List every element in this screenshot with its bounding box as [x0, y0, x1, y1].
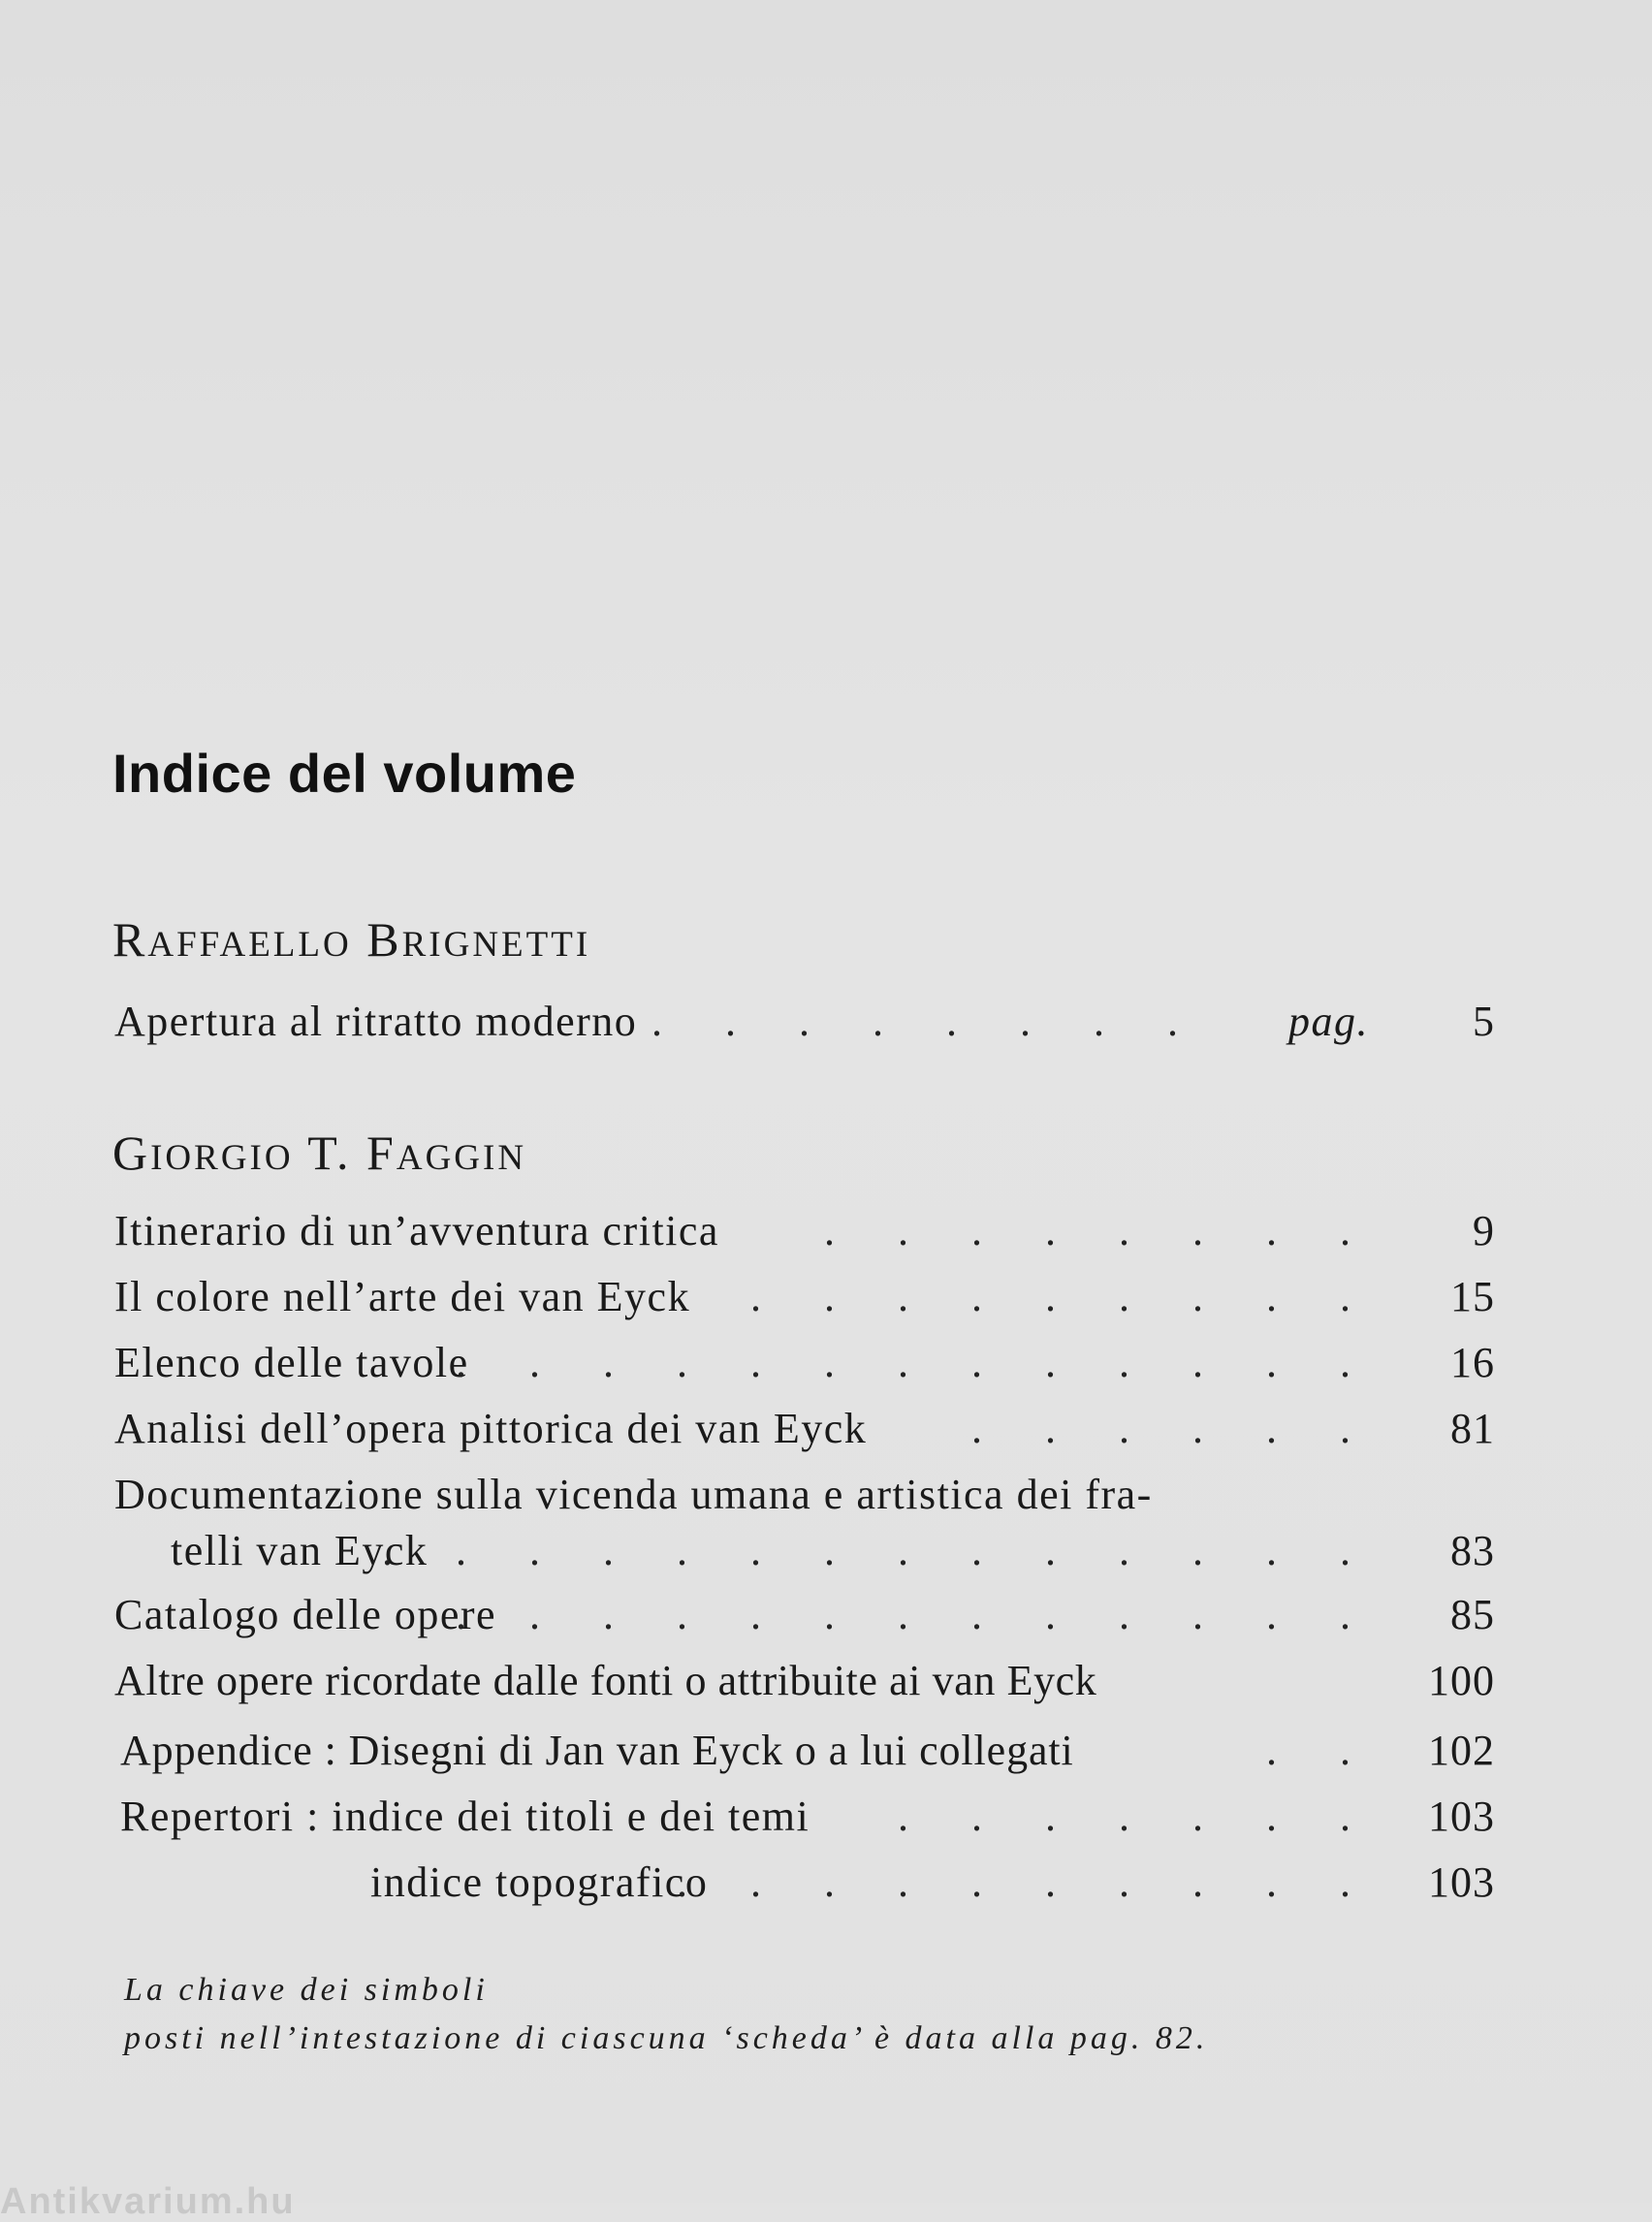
toc-entry-title: Apertura al ritratto moderno: [114, 998, 638, 1045]
toc-entry-title: Il colore nell’arte dei van Eyck: [114, 1273, 691, 1320]
toc-entry-title: Itinerario di un’avventura critica: [114, 1207, 719, 1254]
toc-leader-dots: . .: [1266, 1727, 1377, 1774]
author-name-rest: IORGIO: [150, 1138, 294, 1178]
author-name-rest: AGGIN: [396, 1138, 527, 1178]
author-name: [112, 912, 591, 967]
toc-entry-title: Catalogo delle opere: [114, 1591, 497, 1638]
toc-entry-title: indice topografico: [370, 1858, 709, 1906]
author-initial: T.: [307, 1126, 367, 1180]
toc-leader-dots: . . . . . . . . . . . . .: [456, 1591, 1377, 1638]
toc-entry-title: Documentazione sulla vicenda umana e artistica dei fra-: [114, 1471, 1153, 1518]
toc-page-number: 100: [1428, 1657, 1495, 1704]
toc-entry-title: Elenco delle tavole: [114, 1339, 469, 1386]
toc-page-number: 15: [1450, 1273, 1495, 1320]
toc-entry-title: Repertori : indice dei titoli e dei temi: [120, 1793, 810, 1840]
author-name: [112, 1126, 527, 1180]
toc-page-number: 85: [1450, 1591, 1495, 1638]
author-name-rest: RIGNETTI: [401, 925, 591, 965]
toc-page-number: 103: [1428, 1793, 1495, 1840]
toc-page-number: 9: [1473, 1207, 1495, 1254]
toc-leader-dots: . . . . . . .: [898, 1793, 1377, 1840]
symbols-note-line: La chiave dei simboli: [124, 1972, 489, 2008]
toc-page-label: pag.: [1288, 998, 1369, 1045]
page-title: Indice del volume: [112, 743, 577, 804]
toc-leader-dots: . . . . . . . . . .: [677, 1858, 1377, 1906]
symbols-note-line: posti nell’intestazione di ciascuna ‘scheda’ è data alla pag. 82.: [124, 2020, 1209, 2056]
author-initial: G: [112, 1126, 151, 1180]
toc-leader-dots: . . . . . .: [971, 1405, 1377, 1452]
author-initial: F: [366, 1126, 397, 1180]
toc-leader-dots: . . . . . . . .: [824, 1207, 1377, 1254]
toc-page-number: 5: [1473, 998, 1495, 1045]
watermark: Antikvarium.hu: [0, 2181, 296, 2222]
author-initial: R: [112, 912, 148, 967]
author-name-rest: AFFAELLO: [147, 925, 352, 965]
toc-page-number: 81: [1450, 1405, 1495, 1452]
toc-leader-dots: . . . . . . . .: [651, 998, 1204, 1045]
toc-entry-title: Altre opere ricordate dalle fonti o attribuite ai van Eyck: [114, 1657, 1097, 1704]
toc-page-number: 83: [1450, 1527, 1495, 1574]
toc-entry-title: Appendice : Disegni di Jan van Eyck o a lui collegati: [120, 1727, 1074, 1774]
toc-leader-dots: . . . . . . . . . . . . .: [456, 1339, 1377, 1386]
toc-page-number: 102: [1428, 1727, 1495, 1774]
toc-leader-dots: . . . . . . . . . . . . . .: [382, 1527, 1377, 1574]
toc-leader-dots: . . . . . . . . .: [750, 1273, 1377, 1320]
toc-entry-title: telli van Eyck: [171, 1527, 429, 1574]
toc-entry-title: Analisi dell’opera pittorica dei van Eyck: [114, 1405, 868, 1452]
author-initial: B: [366, 912, 402, 967]
toc-page-number: 103: [1428, 1858, 1495, 1906]
toc-page-number: 16: [1450, 1339, 1495, 1386]
